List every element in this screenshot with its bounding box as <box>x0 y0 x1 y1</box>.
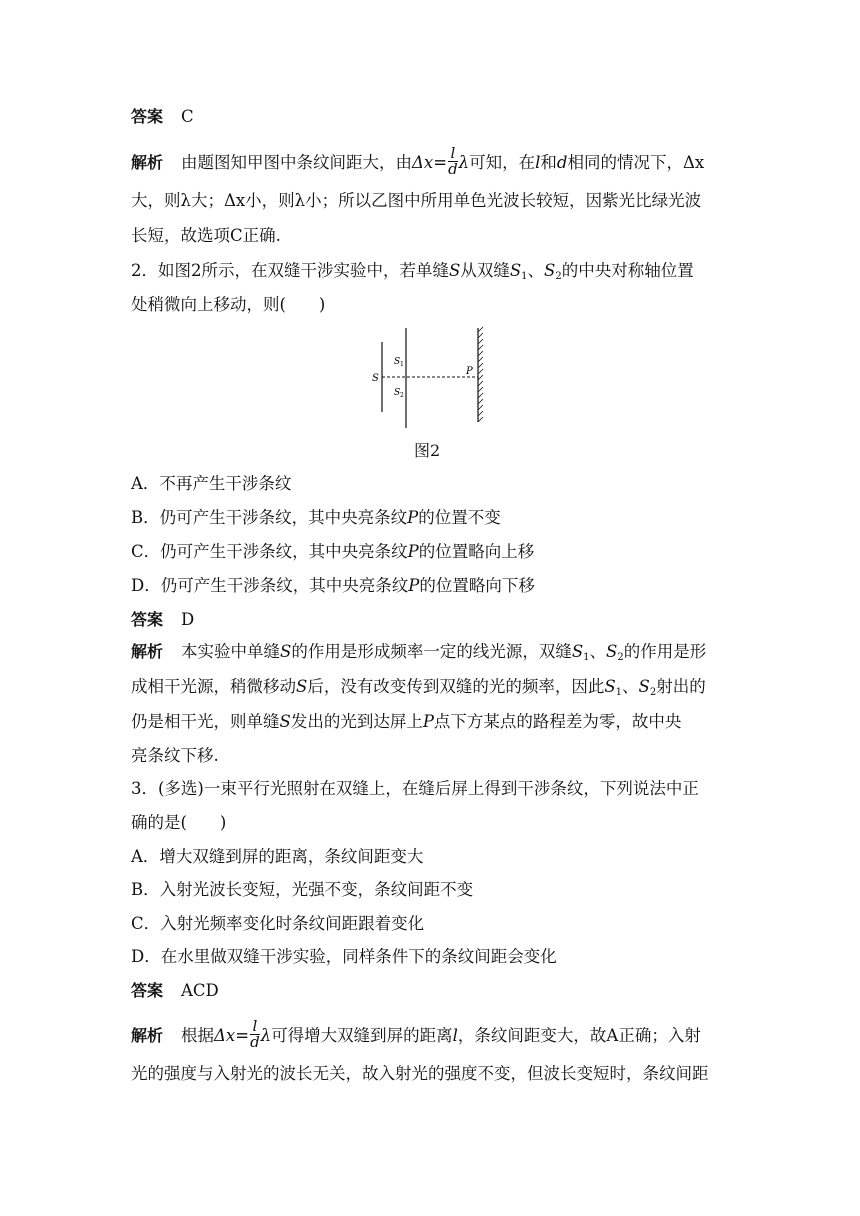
fraction-denominator: d <box>250 1033 260 1051</box>
text: 成相干光源，稍微移动 <box>131 677 296 696</box>
text: 的中央对称轴位置 <box>561 261 694 280</box>
analysis-label: 解析 <box>131 153 164 172</box>
text: 由题图知甲图中条纹间距大，由 <box>181 153 413 172</box>
var-S1: S <box>604 677 616 696</box>
var-S2: S <box>544 261 556 280</box>
text: ，条纹间距变大，故A正确；入射 <box>457 1026 701 1045</box>
answer-label: 答案 <box>131 107 164 126</box>
double-slit-diagram <box>370 326 490 430</box>
q3-stem-line-1: 3．(多选)一束平行光照射在双缝上，在缝后屏上得到干涉条纹，下列说法中正 <box>131 779 699 798</box>
q3-option-d: D．在水里做双缝干涉实验，同样条件下的条纹间距会变化 <box>131 947 557 966</box>
var-S: S <box>280 642 292 661</box>
var-S: S <box>449 261 461 280</box>
q3-option-a: A．增大双缝到屏的距离，条纹间距变大 <box>131 847 424 866</box>
text: 的位置不变 <box>418 508 501 527</box>
text: 的位置略向下移 <box>419 576 535 595</box>
text: 、 <box>589 642 607 661</box>
q3-option-b: B．入射光波长变短，光强不变，条纹间距不变 <box>131 880 474 899</box>
var-S1: S <box>509 261 522 280</box>
var-S: S <box>279 712 291 731</box>
text: 根据 <box>181 1026 215 1045</box>
text: 可知，在 <box>469 153 536 172</box>
analysis-label: 解析 <box>131 1026 164 1045</box>
text: 的位置略向上移 <box>418 542 535 561</box>
answer-value: ACD <box>181 981 219 1000</box>
q2-analysis-line-4: 亮条纹下移. <box>131 746 219 765</box>
answer-label: 答案 <box>131 981 164 1000</box>
q2-option-b <box>131 507 501 529</box>
label-P: P <box>466 366 473 377</box>
text: B．仍可产生干涉条纹，其中央亮条纹 <box>131 508 408 527</box>
text: 后，没有改变传到双缝的光的频率，因此 <box>307 677 605 696</box>
fraction <box>448 146 458 177</box>
lambda: λ <box>260 1026 272 1045</box>
text: 点下方某点的路程差为零，故中央 <box>433 712 682 731</box>
var-P: P <box>408 576 420 595</box>
text: 射出的 <box>656 677 706 696</box>
q2-option-c <box>131 541 534 563</box>
q1-analysis-line-3: 长短，故选项C正确. <box>131 226 281 245</box>
q1-answer <box>131 106 194 128</box>
q3-stem-line-2: 确的是( ) <box>131 813 227 832</box>
text: 和 <box>540 153 557 172</box>
var-P: P <box>407 542 419 561</box>
q2-option-d <box>131 575 535 597</box>
label-S2-sub: 2 <box>400 392 404 399</box>
lambda: λ <box>458 153 470 172</box>
label-S: S <box>372 373 379 384</box>
q2-option-a: A．不再产生干涉条纹 <box>131 474 292 493</box>
text: 、 <box>622 677 639 696</box>
answer-label: 答案 <box>131 610 164 629</box>
fraction-numerator: l <box>448 146 458 162</box>
text: C．仍可产生干涉条纹，其中央亮条纹 <box>131 542 408 561</box>
q2-stem-line-2: 处稍微向上移动，则( ) <box>131 295 326 314</box>
q3-analysis-line-1 <box>131 1017 701 1052</box>
answer-value: D <box>181 610 195 629</box>
q2-analysis-line-3 <box>131 711 681 733</box>
q2-analysis-line-1 <box>131 641 706 669</box>
q2-stem-line-1 <box>131 260 694 288</box>
q3-analysis-line-2: 光的强度与入射光的波长无关，故入射光的强度不变，但波长变短时，条纹间距 <box>131 1064 709 1083</box>
label-S1-sub: 1 <box>400 361 404 368</box>
q1-analysis-line-2: 大，则λ大；Δx小，则λ小；所以乙图中所用单色光波长较短，因紫光比绿光波 <box>131 191 702 210</box>
text: 2．如图2所示，在双缝干涉实验中，若单缝 <box>131 261 449 280</box>
var-S: S <box>296 677 308 696</box>
q1-analysis-line-1 <box>131 144 705 179</box>
q2-analysis-line-2 <box>131 676 706 704</box>
text: 的作用是形 <box>623 642 707 661</box>
subscript: 1 <box>583 652 590 663</box>
text: 相同的情况下，Δx <box>567 153 705 172</box>
text: D．仍可产生干涉条纹，其中央亮条纹 <box>131 576 409 595</box>
analysis-label: 解析 <box>131 642 164 661</box>
var-l: l <box>452 1026 458 1045</box>
fraction <box>250 1019 260 1050</box>
subscript: 2 <box>649 687 657 698</box>
subscript: 1 <box>521 271 528 282</box>
fraction-numerator: l <box>250 1019 260 1035</box>
var-P: P <box>407 508 419 527</box>
subscript: 1 <box>615 687 622 698</box>
text: 发出的光到达屏上 <box>290 712 423 731</box>
figure-caption: 图2 <box>414 441 441 460</box>
screen-hatching <box>478 327 483 422</box>
fraction-denominator: d <box>448 160 458 178</box>
q2-answer <box>131 609 194 631</box>
q3-option-c: C．入射光频率变化时条纹间距跟着变化 <box>131 914 425 933</box>
answer-value: C <box>181 107 194 126</box>
var-P: P <box>422 712 434 731</box>
formula: Δx= <box>214 1026 250 1045</box>
text: 、 <box>527 261 544 280</box>
text: 从双缝 <box>460 261 510 280</box>
text: 的作用是形成频率一定的线光源，双缝 <box>291 642 572 661</box>
text: 仍是相干光，则单缝 <box>131 712 280 731</box>
q3-answer <box>131 980 219 1002</box>
formula: Δx= <box>412 153 448 172</box>
var-S2: S <box>638 677 650 696</box>
var-S2: S <box>606 642 618 661</box>
subscript: 2 <box>617 652 624 663</box>
label-S1: S <box>394 357 401 367</box>
var-S1: S <box>571 642 584 661</box>
label-S2: S <box>394 388 401 398</box>
var-l: l <box>535 153 541 172</box>
text: 可得增大双缝到屏的距离 <box>271 1026 453 1045</box>
subscript: 2 <box>555 271 562 282</box>
var-d: d <box>556 153 568 172</box>
text: 本实验中单缝 <box>181 642 281 661</box>
